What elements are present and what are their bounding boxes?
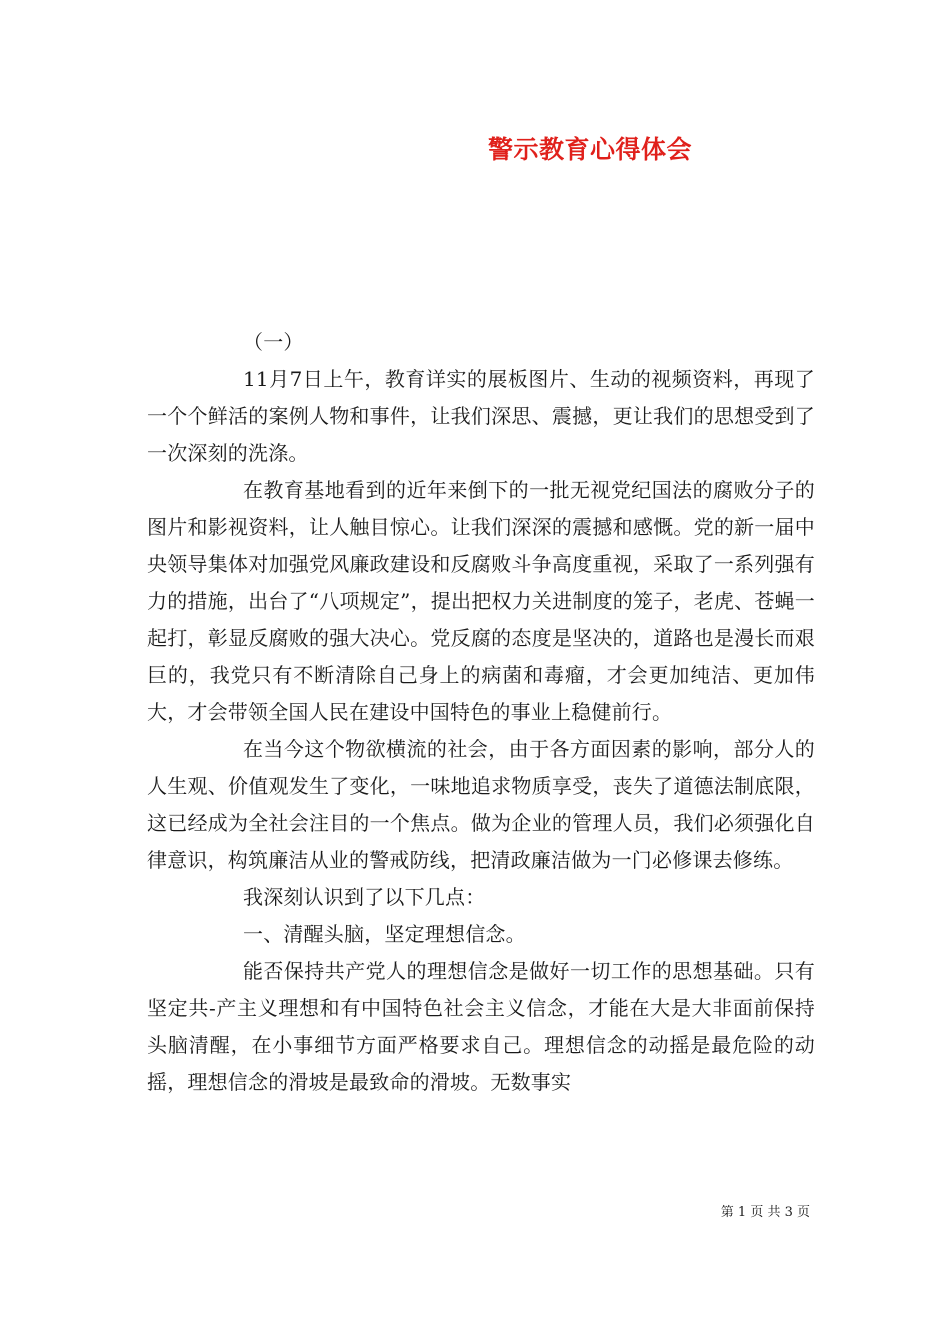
paragraph-heading: 一、清醒头脑，坚定理想信念。 [243, 922, 526, 946]
paragraph-section-marker: （一） [243, 330, 304, 354]
paragraph: 在当今这个物欲横流的社会，由于各方面因素的影响，部分人的人生观、价值观发生了变化，一味地追求物质享受，丧失了道德法制底限，这已经成为全社会注目的一个焦点。做为企业的管理人员，我们必须强化自律意识，构筑廉洁从业的警戒防线，把清政廉洁做为一门必修课去修练。 [147, 737, 815, 872]
paragraph: 在教育基地看到的近年来倒下的一批无视党纪国法的腐败分子的图片和影视资料，让人触目惊心。让我们深深的震撼和感慨。党的新一届中央领导集体对加强党风廉政建设和反腐败斗争高度重视，采取了一系列强有力的措施，出台了“八项规定”，提出把权力关进制度的笼子，老虎、苍蝇一起打，彰显反腐败的强大决心。党反腐的态度是坚决的，道路也是漫长而艰巨的，我党只有不断清除自己身上的病菌和毒瘤，才会更加纯洁、更加伟大，才会带领全国人民在建设中国特色的事业上稳健前行。 [147, 478, 815, 724]
paragraph: 11月7日上午，教育详实的展板图片、生动的视频资料，再现了一个个鲜活的案例人物和事件，让我们深思、震撼，更让我们的思想受到了一次深刻的洗涤。 [147, 367, 815, 465]
document-title: 警示教育心得体会 [488, 135, 693, 164]
page-number-footer: 第 1 页 共 3 页 [720, 1205, 810, 1220]
paragraph: 我深刻认识到了以下几点： [243, 885, 486, 909]
paragraph: 能否保持共产党人的理想信念是做好一切工作的思想基础。只有坚定共-产主义理想和有中国特色社会主义信念，才能在大是大非面前保持头脑清醒，在小事细节方面严格要求自己。理想信念的动摇是最危险的动摇，理想信念的滑坡是最致命的滑坡。无数事实 [147, 959, 815, 1094]
document-body [147, 324, 815, 1101]
